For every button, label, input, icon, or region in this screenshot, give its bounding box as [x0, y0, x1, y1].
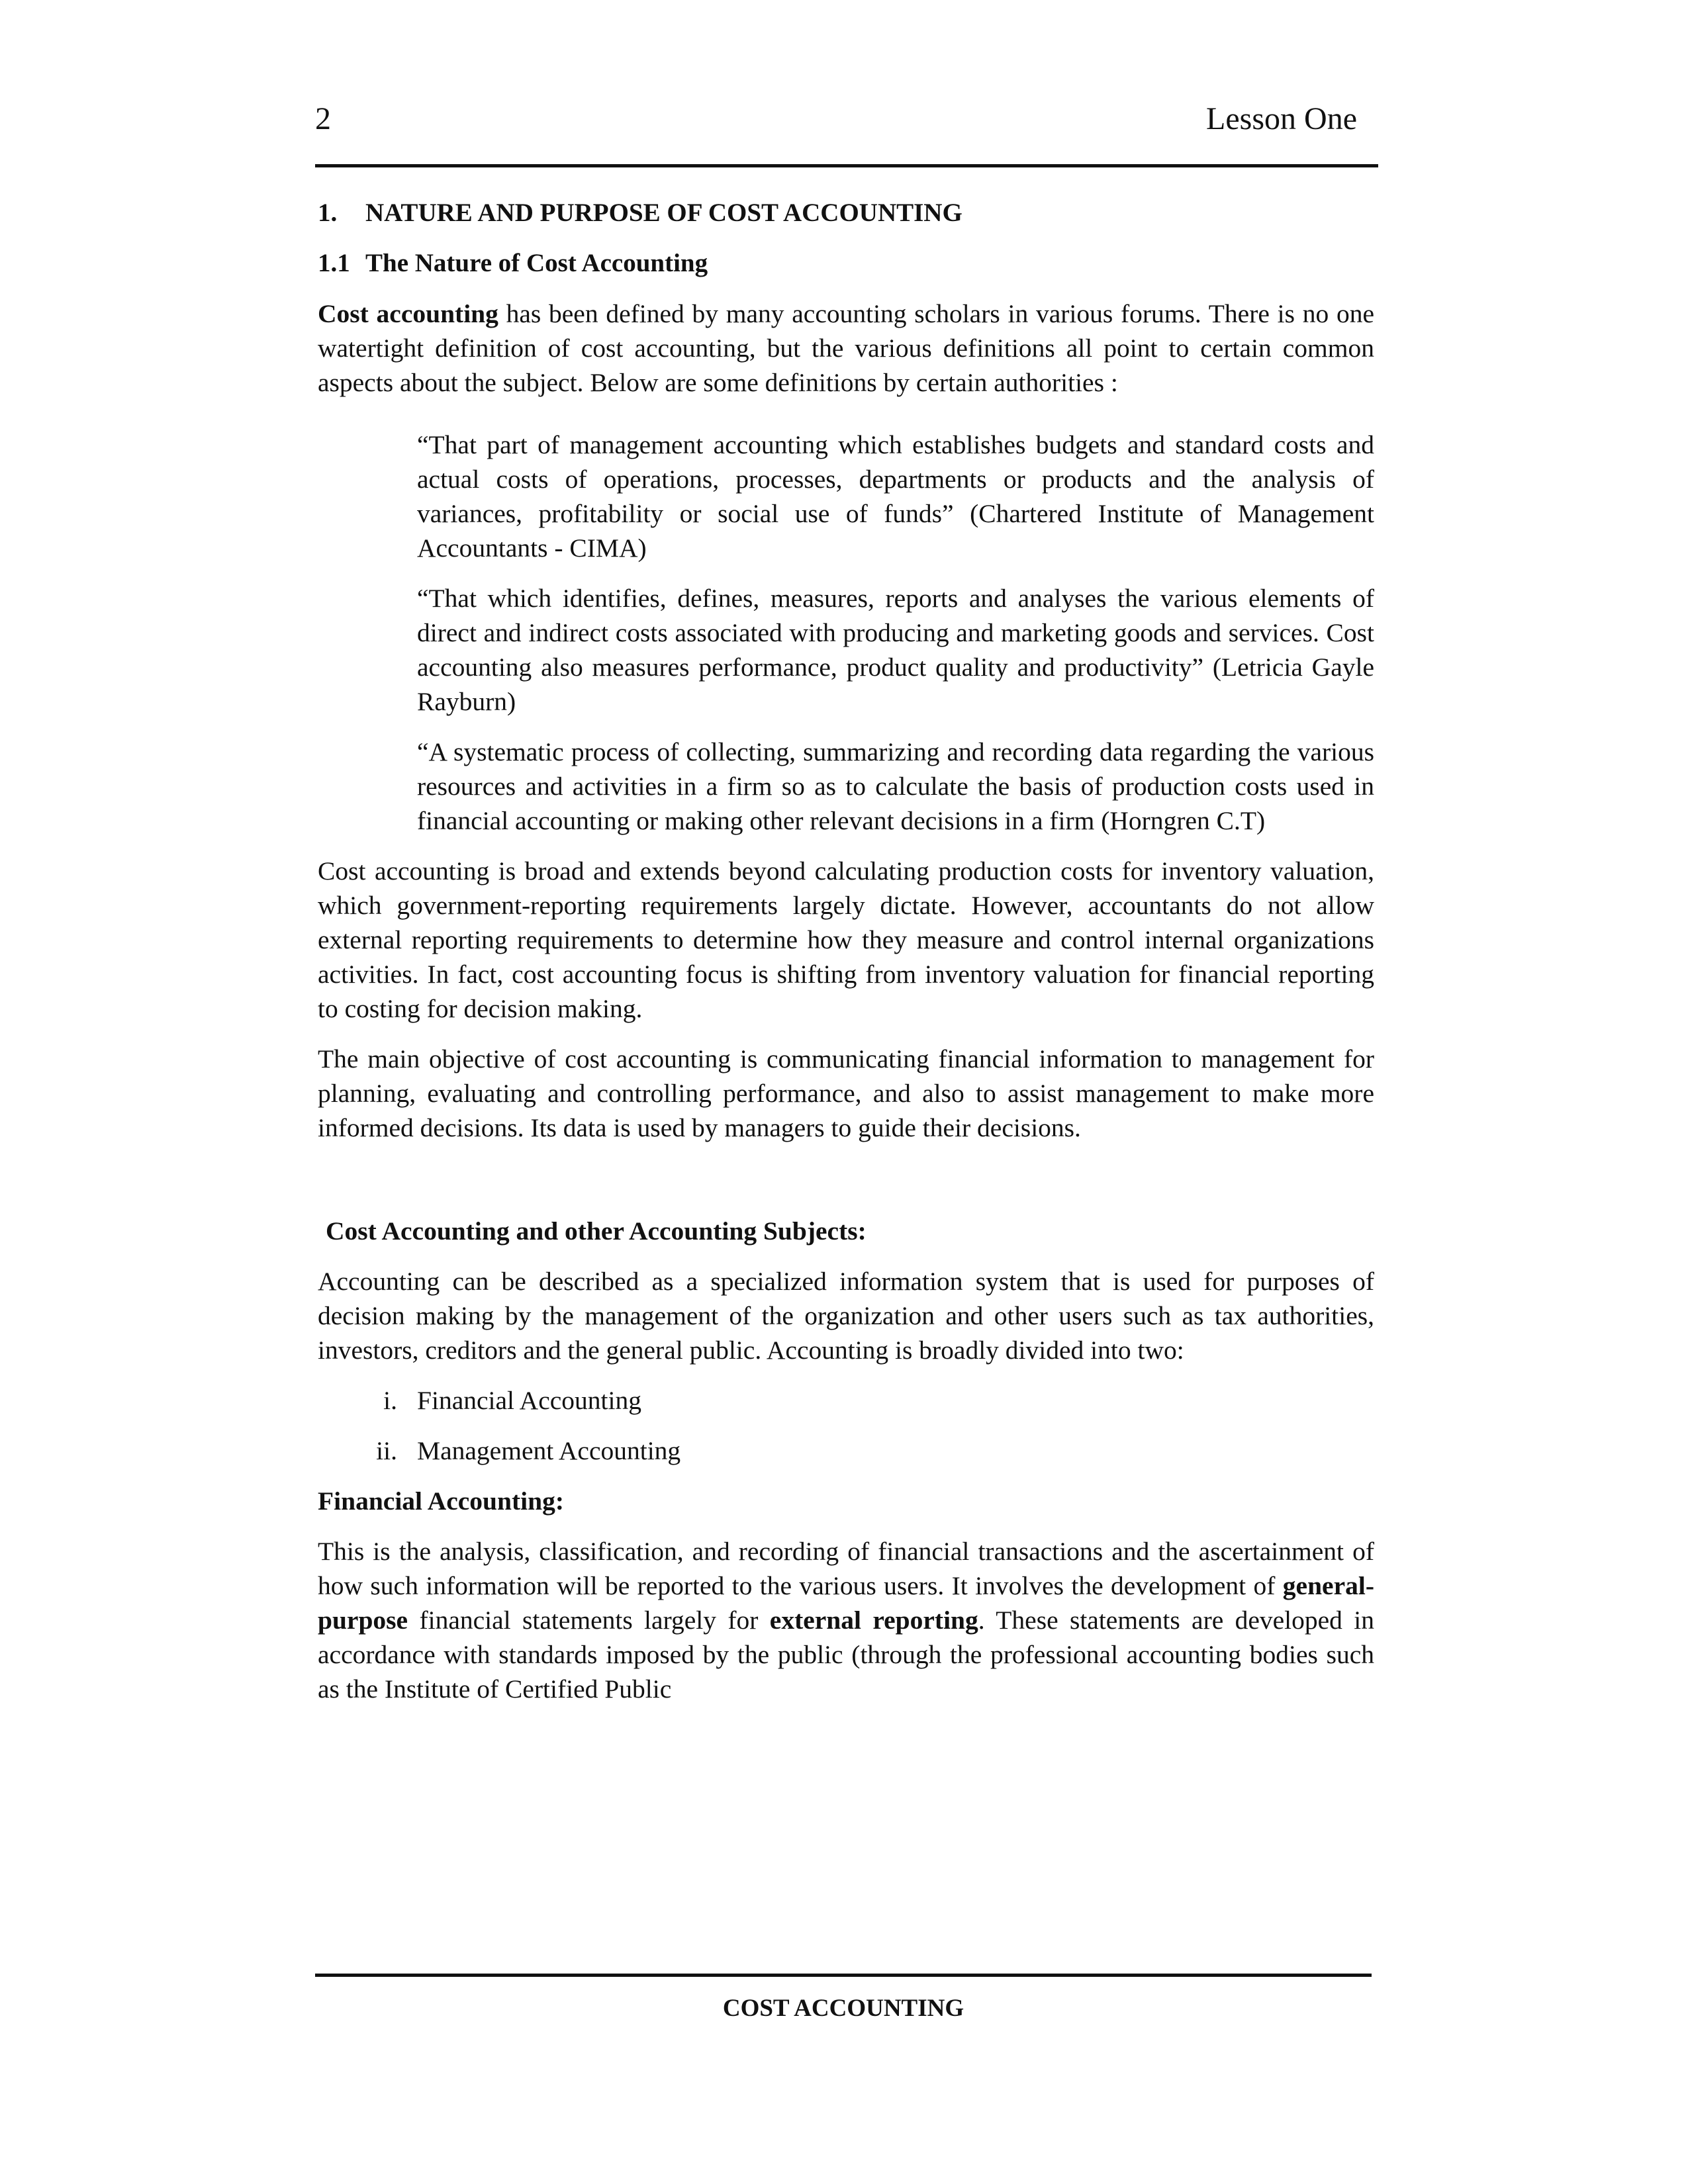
intro-text: has been defined by many accounting scholars in various forums. There is no one watertight definition of cost accounting, but the various definitions all point to certain common aspects about the subject. Below are some definitions by certain authorities :	[318, 299, 1374, 397]
subsection-heading	[318, 246, 1374, 281]
scope-paragraph: Cost accounting is broad and extends beyond calculating production costs for inventory valuation, which government-reporting requirements largely dictate. However, accountants do not allow external reporting requirements to determine how they measure and control internal organizations activities. In fact, cost accounting focus is shifting from inventory valuation for financial reporting to costing for decision making.	[318, 856, 1374, 1023]
subsection-title: The Nature of Cost Accounting	[365, 249, 708, 277]
header-rule	[315, 164, 1378, 167]
page-content	[318, 196, 1374, 1722]
objective-paragraph: The main objective of cost accounting is communicating financial information to management for planning, evaluating and controlling performance, and also to assist management to make more informed decisions. Its data is used by managers to guide their decisions.	[318, 1044, 1374, 1142]
definition-quote-rayburn: “That which identifies, defines, measures, reports and analyses the various elements of direct and indirect costs associated with producing and marketing goods and services. Cost accounting also measures performance, product quality and productivity” (Letricia Gayle Rayburn)	[417, 584, 1374, 716]
footer-rule	[315, 1974, 1372, 1977]
other-subjects-paragraph: Accounting can be described as a specialized information system that is used for purposes of decision making by the management of the organization and other users such as tax authorities, investors, creditors and the general public. Accounting is broadly divided into two:	[318, 1267, 1374, 1365]
section-title: NATURE AND PURPOSE OF COST ACCOUNTING	[365, 199, 962, 227]
section-number: 1.	[318, 199, 338, 227]
fa-bold-general-purpose: general-purpose	[318, 1571, 1374, 1635]
list-marker: ii.	[376, 1436, 397, 1465]
section-heading	[318, 196, 1374, 230]
footer-title: COST ACCOUNTING	[722, 1995, 964, 2022]
list-item	[318, 1383, 1374, 1418]
fa-bold-external-reporting: external reporting	[769, 1606, 978, 1635]
intro-lead-term: Cost accounting	[318, 299, 498, 328]
intro-paragraph	[318, 296, 1374, 400]
financial-accounting-paragraph	[318, 1534, 1374, 1706]
fa-text-2: financial statements largely for	[408, 1606, 770, 1635]
financial-accounting-heading: Financial Accounting:	[318, 1486, 564, 1516]
lesson-label: Lesson One	[1206, 101, 1357, 136]
list-item-text: Management Accounting	[417, 1436, 681, 1465]
other-subjects-heading: Cost Accounting and other Accounting Subjects:	[326, 1216, 867, 1246]
definition-quote-horngren: “A systematic process of collecting, summarizing and recording data regarding the various resources and activities in a firm so as to calculate the basis of production costs used in financial accounting or making other relevant decisions in a firm (Horngren C.T)	[417, 737, 1374, 835]
page-number: 2	[315, 101, 331, 136]
definition-quote-cima: “That part of management accounting which establishes budgets and standard costs and actual costs of operations, processes, departments or products and the analysis of variances, profitability or social use of funds” (Chartered Institute of Management Accountants - CIMA)	[417, 430, 1374, 563]
fa-text-1: This is the analysis, classification, and recording of financial transactions and the ascertainment of how such information will be reported to the various users. It involves the development of	[318, 1537, 1374, 1600]
fa-text-3: . These statements are developed in accordance with standards imposed by the public (through the professional accounting bodies such as the Institute of Certified Public	[318, 1606, 1375, 1704]
list-item-text: Financial Accounting	[417, 1386, 641, 1415]
subsection-number: 1.1	[318, 249, 350, 277]
list-item	[318, 1433, 1374, 1468]
list-marker: i.	[383, 1386, 397, 1415]
